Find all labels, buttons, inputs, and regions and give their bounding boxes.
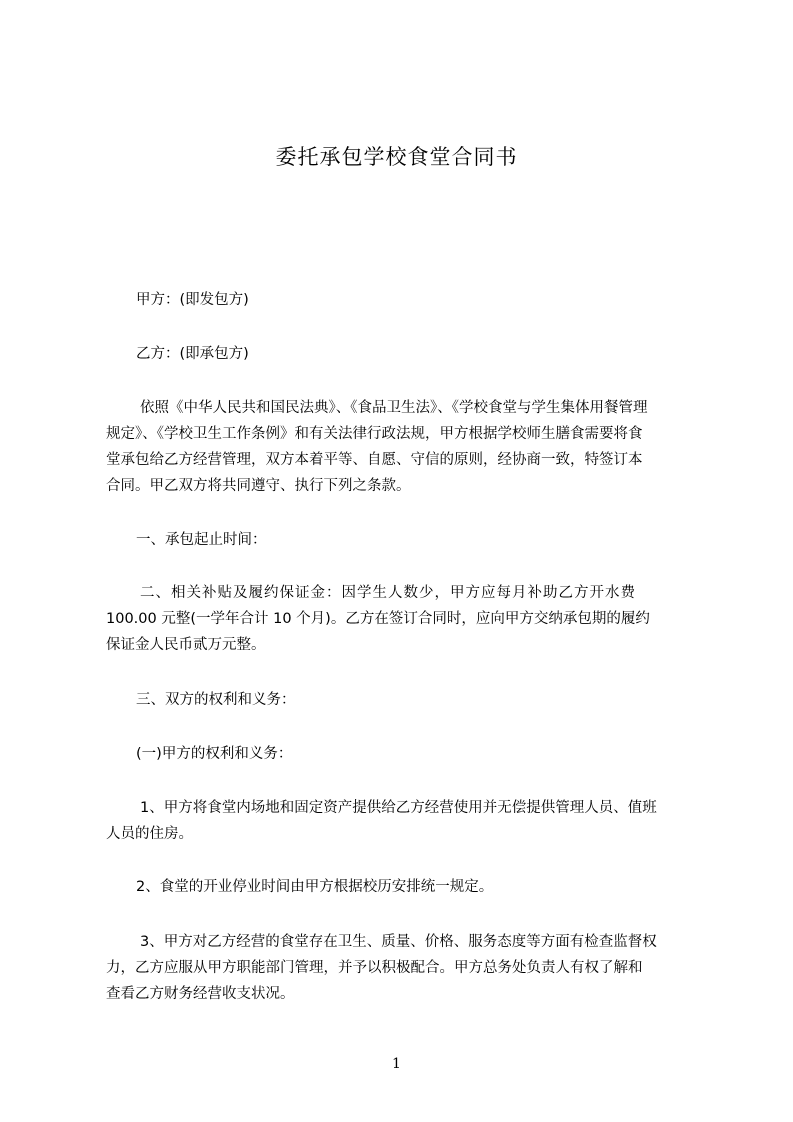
paragraph-party-a: [106, 287, 706, 313]
section-heading-rights: [106, 687, 706, 713]
subsection-heading-party-a: [106, 741, 706, 767]
paragraph-line: 3、甲方对乙方经营的食堂存在卫生、质量、价格、服务态度等方面有检查监督权: [140, 934, 657, 950]
paragraph-line: 堂承包给乙方经营管理，双方本着平等、自愿、守信的原则，经协商一致，特签订本: [106, 452, 643, 468]
paragraph-line: 一、承包起止时间：: [136, 532, 267, 548]
paragraph-preamble: [106, 395, 706, 499]
paragraph-line: 三、双方的权利和义务：: [136, 692, 296, 708]
paragraph-line: 乙方：(即承包方): [136, 346, 249, 362]
page-number: 1: [392, 1056, 401, 1072]
clause-2: [106, 874, 706, 900]
paragraph-line: 1、甲方将食堂内场地和固定资产提供给乙方经营使用并无偿提供管理人员、值班: [140, 800, 657, 816]
paragraph-line: 二、相关补贴及履约保证金：因学生人数少，甲方应每月补助乙方开水费: [140, 585, 636, 601]
paragraph-line: 查看乙方财务经营收支状况。: [106, 986, 295, 1002]
clause-3: [106, 929, 706, 1007]
paragraph-line: 2、食堂的开业停业时间由甲方根据校历安排统一规定。: [136, 879, 494, 895]
paragraph-subsidy-deposit: [106, 580, 706, 658]
clause-1: [106, 795, 706, 847]
paragraph-party-b: [106, 341, 706, 367]
paragraph-line: (一)甲方的权利和义务：: [136, 746, 293, 762]
paragraph-line: 依照《中华人民共和国民法典》、《食品卫生法》、《学校食堂与学生集体用餐管理: [140, 400, 648, 416]
paragraph-line: 甲方：(即发包方): [136, 292, 249, 308]
document-title: 委托承包学校食堂合同书: [275, 145, 518, 169]
paragraph-line: 保证金人民币贰万元整。: [106, 637, 266, 653]
paragraph-line: 力，乙方应服从甲方职能部门管理，并予以积极配合。甲方总务处负责人有权了解和: [106, 960, 643, 976]
section-heading-term: [106, 527, 706, 553]
paragraph-line: 人员的住房。: [106, 826, 193, 842]
paragraph-line: 规定》、《学校卫生工作条例》和有关法律行政法规，甲方根据学校师生膳食需要将食: [106, 426, 643, 442]
paragraph-line: 100.00 元整(一学年合计 10 个月)。乙方在签订合同时，应向甲方交纳承包期的履约: [106, 611, 650, 627]
paragraph-line: 合同。甲乙双方将共同遵守、执行下列之条款。: [106, 478, 411, 494]
